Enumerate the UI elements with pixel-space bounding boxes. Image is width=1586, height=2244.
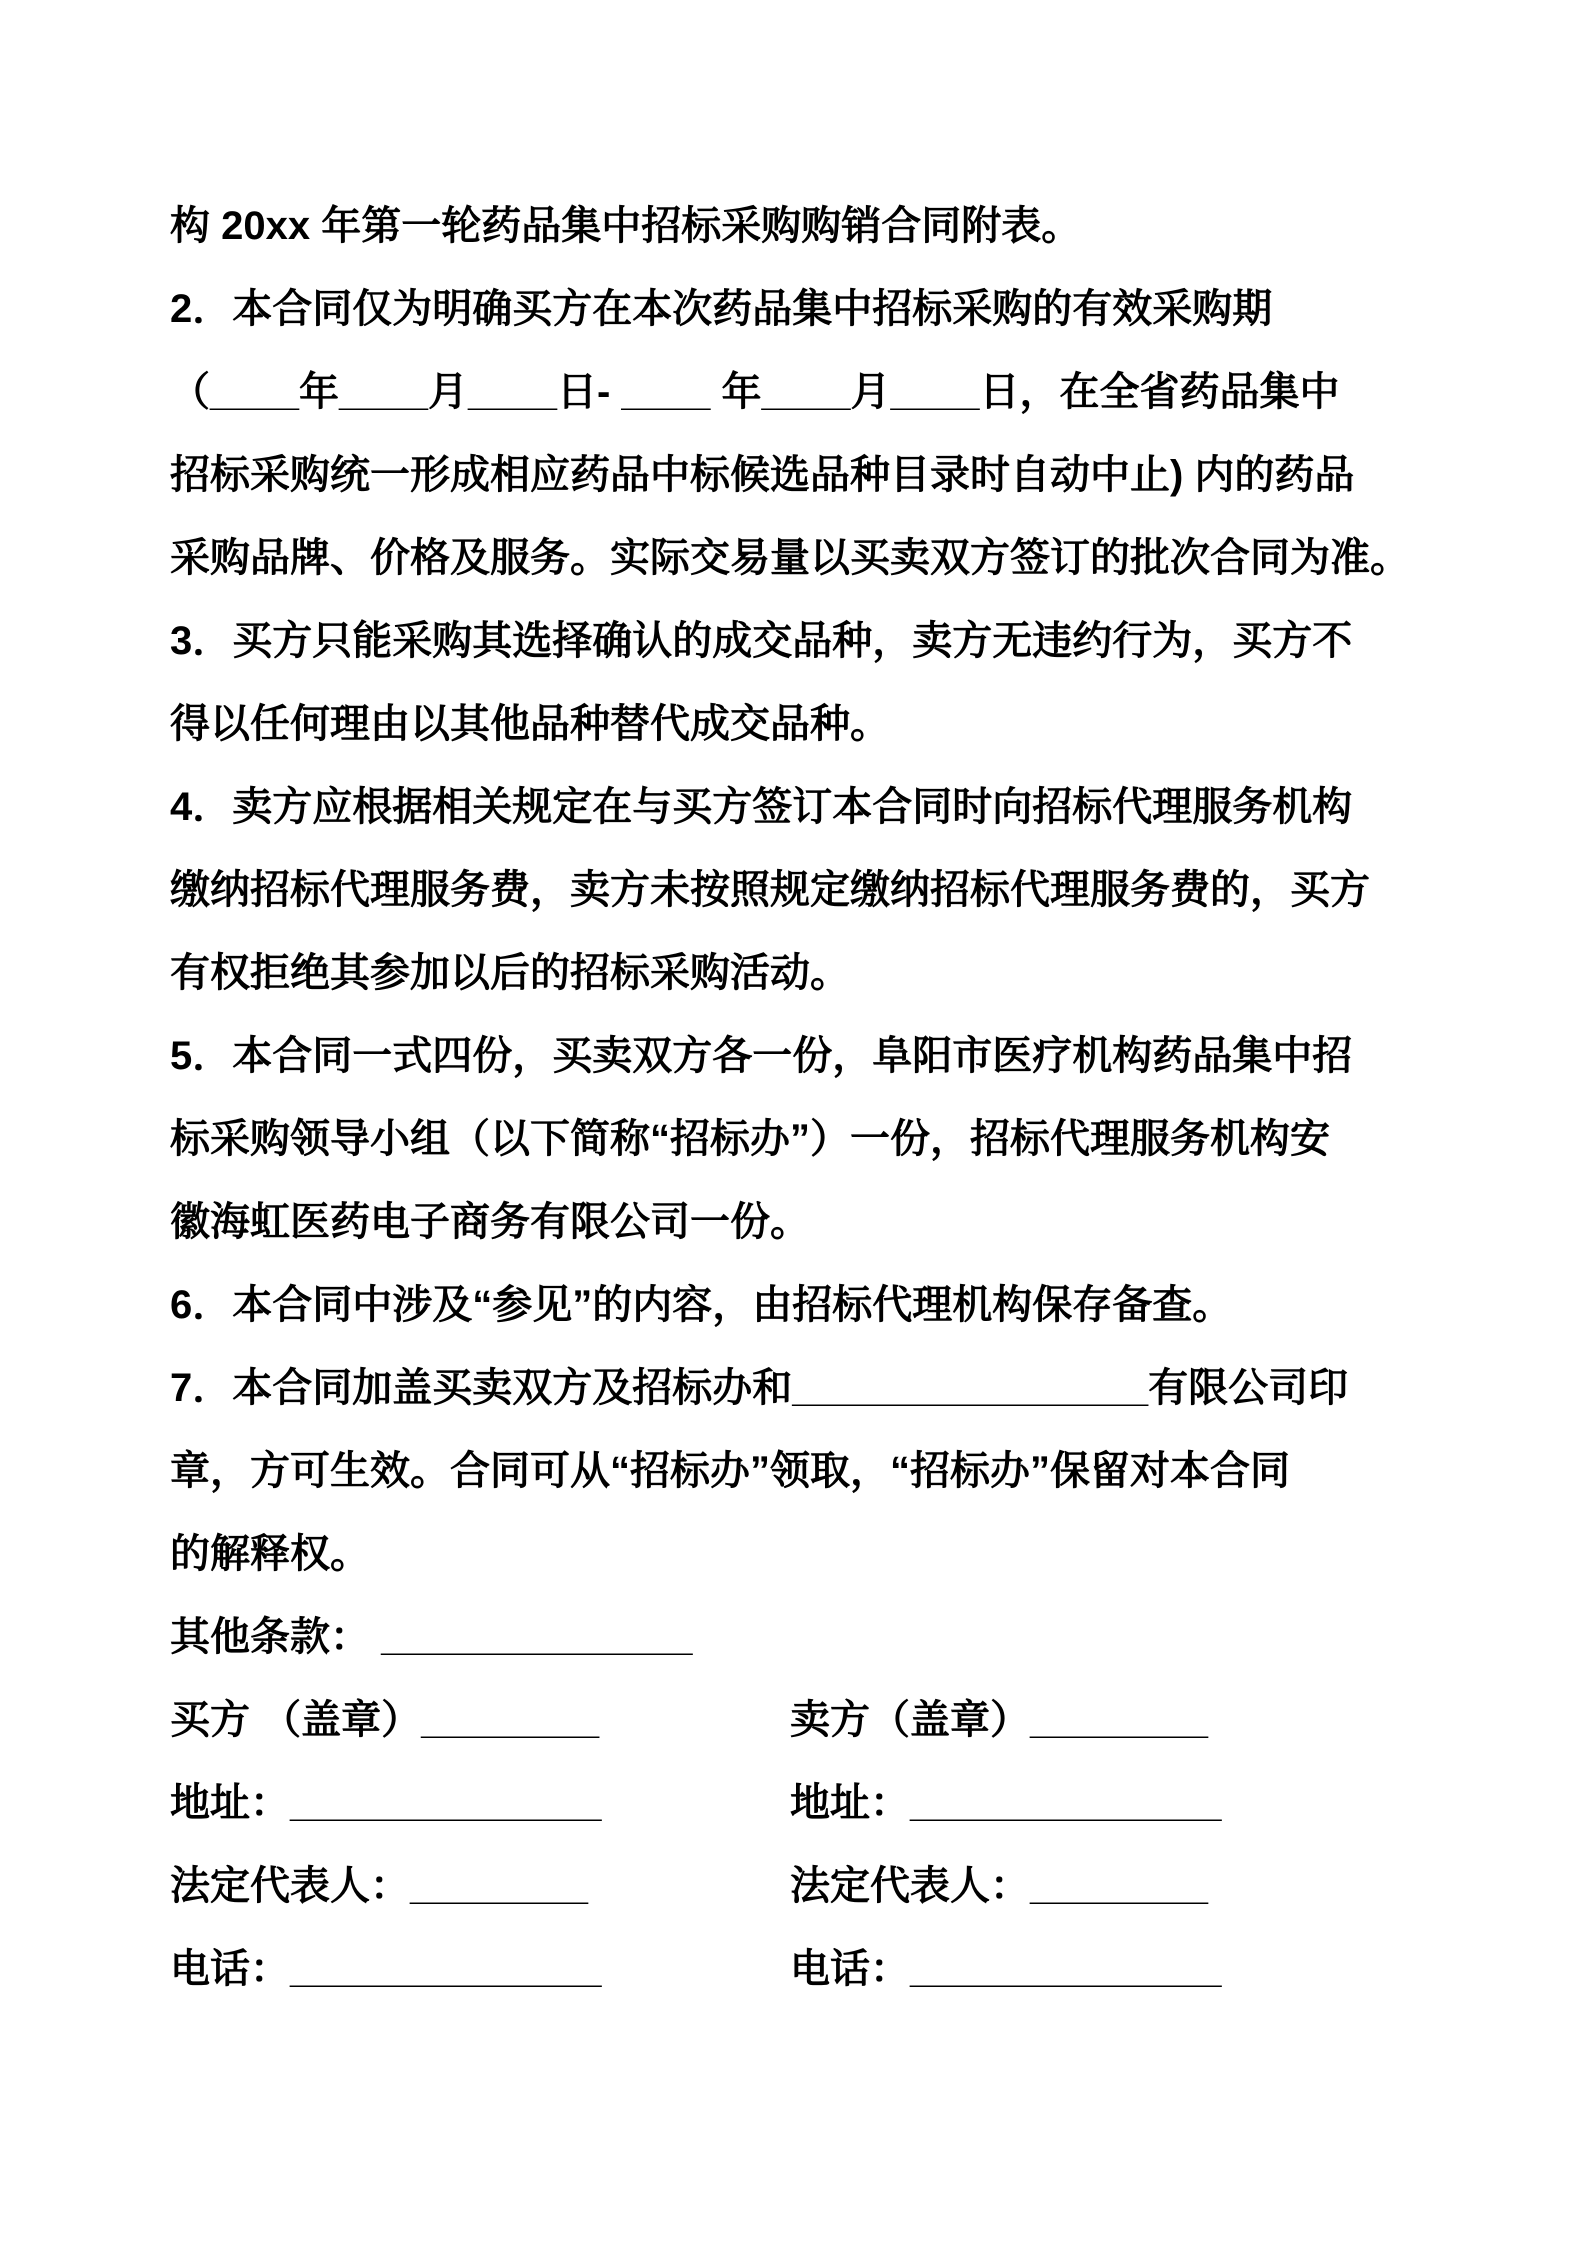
paragraph-line: 缴纳招标代理服务费，卖方未按照规定缴纳招标代理服务费的，买方	[170, 868, 1370, 912]
paragraph-clause-6: 6．本合同中涉及“参见”的内容，由招标代理机构保存备查。	[170, 1283, 1233, 1327]
paragraph-clause-7: 7．本合同加盖买卖双方及招标办和________________有限公司印	[170, 1366, 1349, 1410]
paragraph-line: 的解释权。	[170, 1532, 370, 1576]
seller-signature-column	[790, 1679, 1446, 2011]
seller-legal-representative-line: 法定代表人：________	[790, 1864, 1208, 1908]
paragraph-clause-5: 5．本合同一式四份，买卖双方各一份，阜阳市医疗机构药品集中招	[170, 1034, 1353, 1078]
paragraph-line: 标采购领导小组（以下简称“招标办”）一份，招标代理服务机构安	[170, 1117, 1330, 1161]
paragraph-line: 采购品牌、价格及服务。实际交易量以买卖双方签订的批次合同为准。	[170, 536, 1410, 580]
buyer-signature-column	[170, 1679, 790, 2011]
paragraph-clause-2: 2．本合同仅为明确买方在本次药品集中招标采购的有效采购期	[170, 287, 1273, 331]
buyer-phone-line: 电话：______________	[170, 1947, 602, 1991]
seller-address-line: 地址：______________	[790, 1781, 1222, 1825]
paragraph-clause-3: 3．买方只能采购其选择确认的成交品种，卖方无违约行为，买方不	[170, 619, 1353, 663]
contract-body-text	[170, 185, 1446, 1679]
paragraph-line: 徽海虹医药电子商务有限公司一份。	[170, 1200, 810, 1244]
buyer-legal-representative-line: 法定代表人：________	[170, 1864, 588, 1908]
buyer-address-line: 地址：______________	[170, 1781, 602, 1825]
other-terms-blank-line: 其他条款： ______________	[170, 1615, 693, 1659]
paragraph-line: 得以任何理由以其他品种替代成交品种。	[170, 702, 890, 746]
paragraph-line: 构 20xx 年第一轮药品集中招标采购购销合同附表。	[170, 204, 1082, 248]
paragraph-line: 章，方可生效。合同可从“招标办”领取，“招标办”保留对本合同	[170, 1449, 1290, 1493]
paragraph-line: （____年____月____日- ____ 年____月____日，在全省药品集中	[170, 370, 1340, 414]
seller-seal-line: 卖方（盖章）________	[790, 1698, 1208, 1742]
seller-phone-line: 电话：______________	[790, 1947, 1222, 1991]
paragraph-clause-4: 4．卖方应根据相关规定在与买方签订本合同时向招标代理服务机构	[170, 785, 1353, 829]
paragraph-line: 招标采购统一形成相应药品中标候选品种目录时自动中止) 内的药品	[170, 453, 1355, 497]
paragraph-line: 有权拒绝其参加以后的招标采购活动。	[170, 951, 850, 995]
buyer-seal-line: 买方 （盖章）________	[170, 1698, 600, 1742]
signature-block	[170, 1679, 1446, 2011]
